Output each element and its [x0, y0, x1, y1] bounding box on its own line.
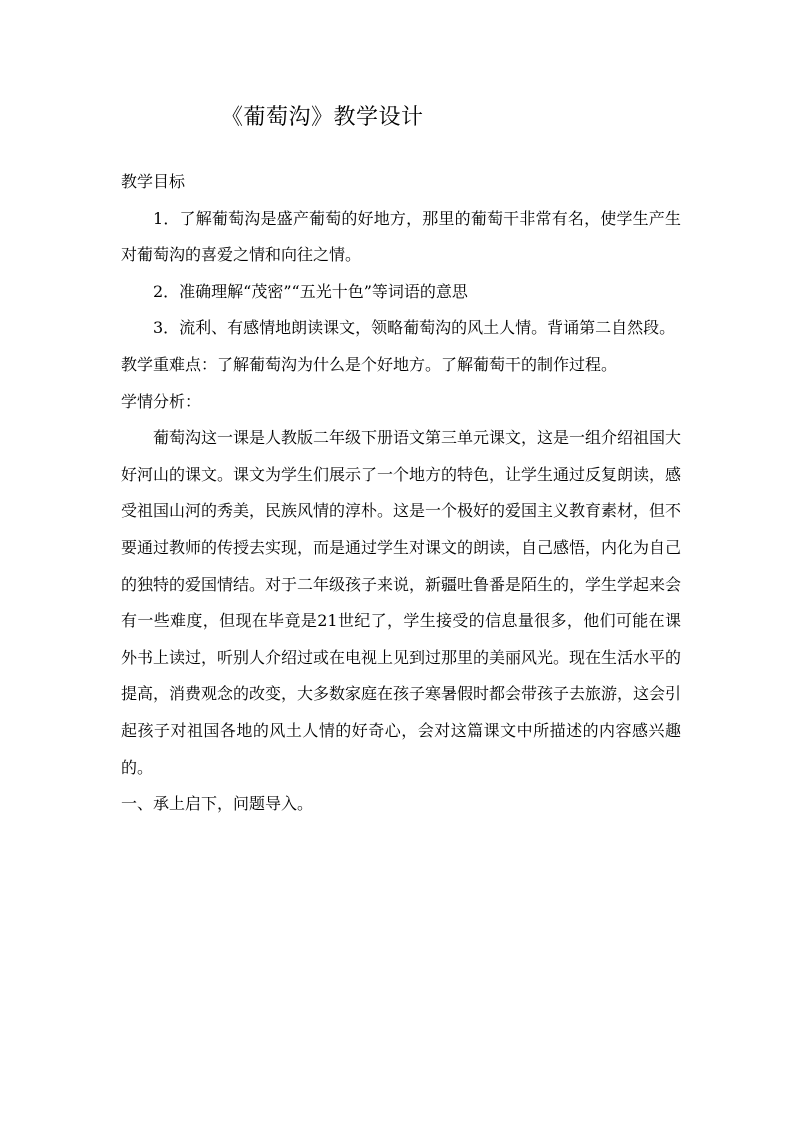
section-heading-objectives: 教学目标: [121, 172, 186, 191]
objective-item-3: 3．流利、有感情地朗读课文，领略葡萄沟的风土人情。背诵第二自然段。: [153, 318, 676, 338]
key-difficulties: 教学重难点：了解葡萄沟为什么是个好地方。了解葡萄干的制作过程。: [121, 354, 618, 374]
objective-item-1: 1．了解葡萄沟是盛产葡萄的好地方，那里的葡萄干非常有名，使学生产生对葡萄沟的喜爱之情和向往之情。: [121, 208, 681, 265]
section-heading-intro: 一、承上启下，问题导入。: [121, 794, 314, 814]
section-heading-analysis: 学情分析：: [121, 391, 202, 411]
objective-item-2: 2．准确理解“茂密”“五光十色”等词语的意思: [153, 281, 468, 301]
document-body: [121, 164, 681, 823]
document-title: 《葡萄沟》教学设计: [221, 105, 424, 130]
analysis-paragraph: 葡萄沟这一课是人教版二年级下册语文第三单元课文，这是一组介绍祖国大好河山的课文。课文为学生们展示了一个地方的特色，让学生通过反复朗读，感受祖国山河的秀美，民族风情的淳朴。这是一个极好的爱国主义教育素材，但不要通过教师的传授去实现，而是通过学生对课文的朗读，自己感悟，内化为自己的独特的爱国情结。对于二年级孩子来说，新疆吐鲁番是陌生的，学生学起来会有一些难度，但现在毕竟是21世纪了，学生接受的信息量很多，他们可能在课外书上读过，听别人介绍过或在电视上见到过那里的美丽风光。现在生活水平的提高，消费观念的改变，大多数家庭在孩子寒暑假时都会带孩子去旅游，这会引起孩子对祖国各地的风土人情的好奇心，会对这篇课文中所描述的内容感兴趣的。: [121, 428, 682, 777]
